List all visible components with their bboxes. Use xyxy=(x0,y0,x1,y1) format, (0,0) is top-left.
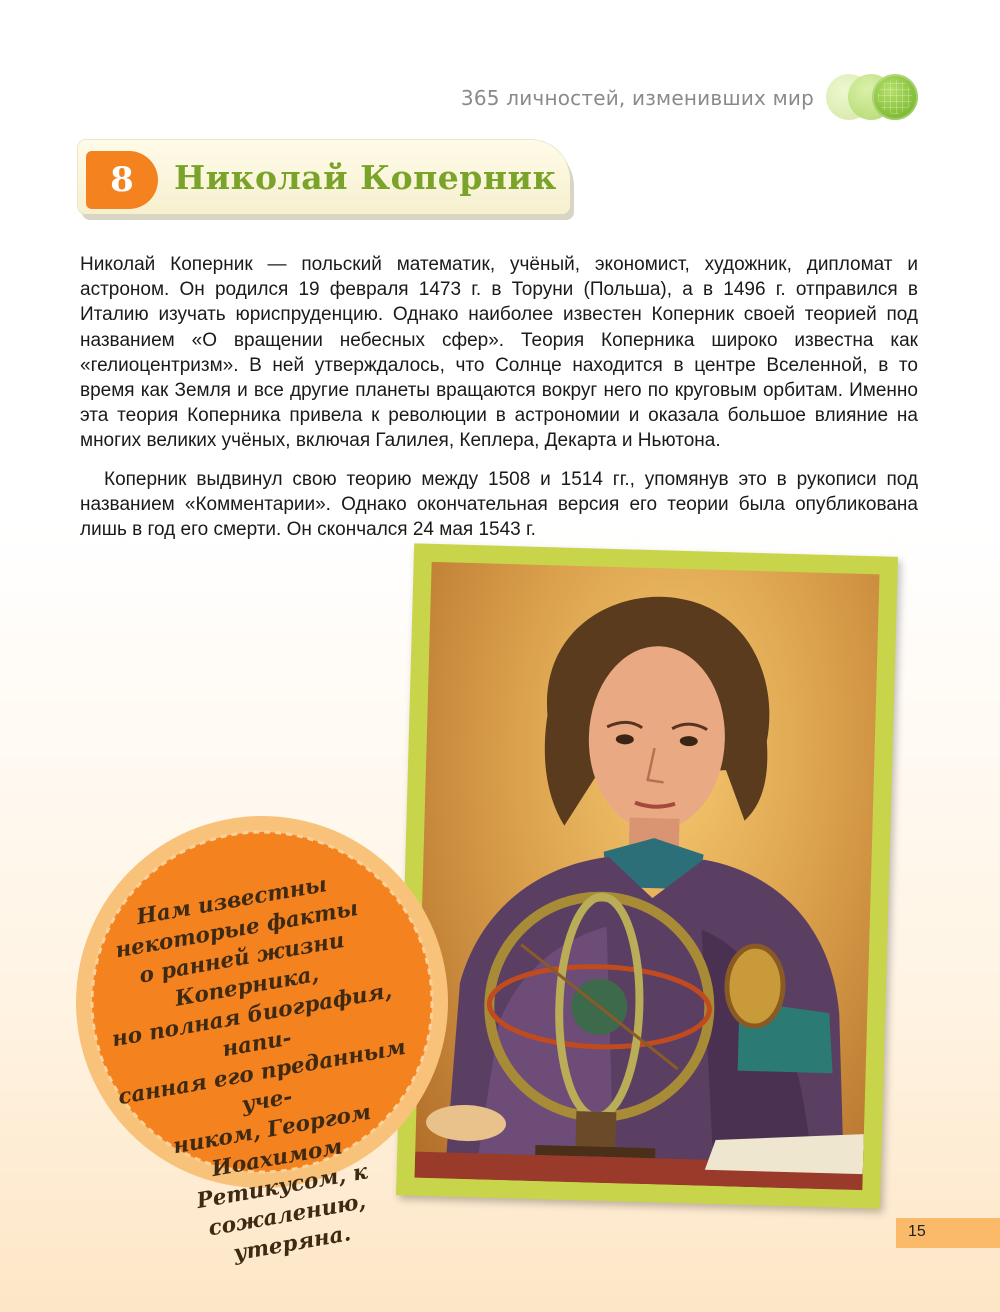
entry-title: Николай Коперник xyxy=(174,158,557,197)
copernicus-portrait xyxy=(414,562,879,1190)
fact-badge xyxy=(72,812,452,1267)
paragraph-1: Николай Коперник — польский математик, учёный, экономист, художник, дипломат и астроном. Он родился 19 февраля 1473 г. в Торуни (Польша), а в 1496 г. отправился в Италию изучать юриспруденцию. Однако наиболее известен Коперник своей теорией под названием «О вращении небесных сфер». Теория Коперника широко известна как «гелиоцентризм». В ней утверждалось, что Солнце находится в центре Вселенной, в то время как Земля и все другие планеты вращаются вокруг него по круговым орбитам. Именно эта теория Коперника привела к революции в астрономии и оказала большое влияние на многих великих учёных, включая Галилея, Кеплера, Декарта и Ньютона. xyxy=(80,254,918,452)
portrait-frame xyxy=(396,543,898,1208)
decorative-circles xyxy=(826,74,920,122)
article-body xyxy=(80,252,918,555)
badge-text: Нам известны некоторые факты о ранней жизни Коперника, но полная биография, напи- санная его преданным уче- ником, Георгом Иоахимом Ретикусом, к сожалению, утеряна. xyxy=(110,872,408,1267)
page-number: 15 xyxy=(908,1223,926,1240)
series-title: 365 личностей, изменивших мир xyxy=(460,86,814,110)
entry-number: 8 xyxy=(86,151,158,209)
paragraph-2: Коперник выдвинул свою теорию между 1508 и 1514 гг., упомянув это в рукописи под названием «Комментарии». Однако окончательная версия его теории была опубликована лишь в год его смерти. Он скончался 24 мая 1543 г. xyxy=(80,468,918,541)
globe-icon xyxy=(872,74,918,120)
portrait-illustration xyxy=(414,562,879,1190)
